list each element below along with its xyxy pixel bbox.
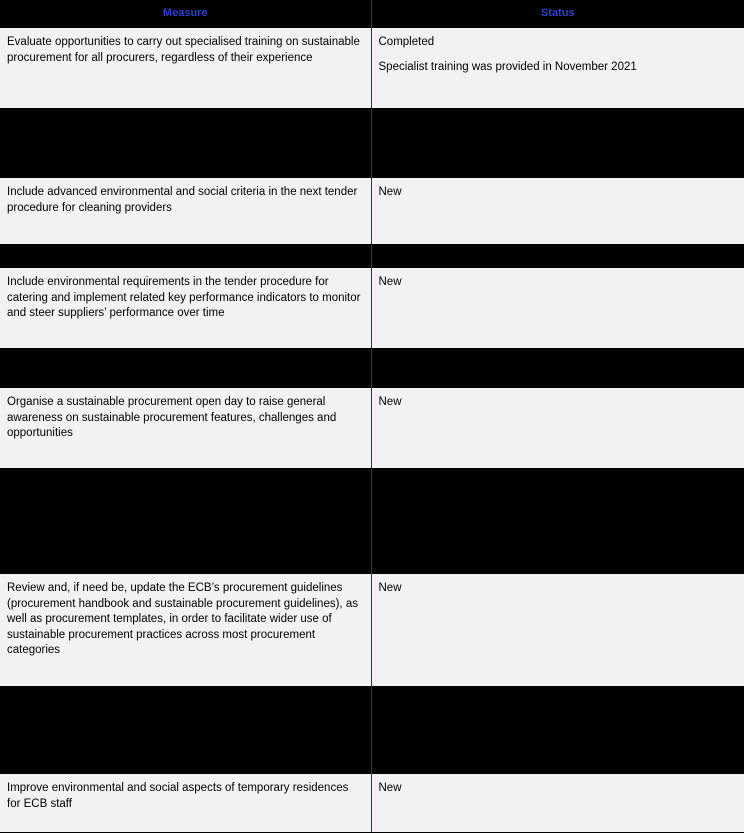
- column-header-status: Status: [371, 0, 744, 28]
- measure-cell: Organise a sustainable procurement open day to raise general awareness on sustainable procurement features, challenges and opportunities: [0, 388, 371, 469]
- measure-cell: Review and, if need be, update the ECB’s procurement guidelines (procurement handbook and sustainable procurement guidelines), as well as procurement templates, in order to facilitate wider use of sustainable procurement practices across most procurement categories: [0, 574, 371, 687]
- table-row: [0, 268, 744, 349]
- row-spacer-status: [371, 109, 744, 178]
- row-spacer-status: [371, 245, 744, 268]
- table-row: [0, 28, 744, 109]
- table-row: [0, 574, 744, 687]
- status-cell: [371, 268, 744, 349]
- status-badge: New: [378, 782, 402, 794]
- row-spacer: [0, 469, 744, 574]
- row-spacer-status: [371, 687, 744, 774]
- status-badge: Completed: [378, 36, 435, 48]
- measure-cell: Include environmental requirements in the tender procedure for catering and implement related key performance indicators to monitor and steer suppliers’ performance over time: [0, 268, 371, 349]
- measure-cell: Include advanced environmental and social criteria in the next tender procedure for cleaning providers: [0, 178, 371, 245]
- status-badge: New: [378, 582, 402, 594]
- row-spacer: [0, 687, 744, 774]
- row-spacer: [0, 349, 744, 388]
- row-spacer-measure: [0, 469, 371, 574]
- column-header-measure: Measure: [0, 0, 371, 28]
- table-row: [0, 774, 744, 833]
- status-badge: New: [378, 186, 402, 198]
- row-spacer-measure: [0, 349, 371, 388]
- status-detail: Specialist training was provided in November 2021: [378, 60, 637, 73]
- measure-cell: Evaluate opportunities to carry out specialised training on sustainable procurement for all procurers, regardless of their experience: [0, 28, 371, 109]
- row-spacer-status: [371, 469, 744, 574]
- status-cell: [371, 388, 744, 469]
- status-cell: [371, 574, 744, 687]
- row-spacer-measure: [0, 245, 371, 268]
- row-spacer: [0, 109, 744, 178]
- status-cell: [371, 774, 744, 833]
- table-body: [0, 28, 744, 833]
- status-cell: [371, 178, 744, 245]
- table-row: [0, 388, 744, 469]
- status-badge: New: [378, 276, 402, 288]
- row-spacer-status: [371, 349, 744, 388]
- measure-cell: Improve environmental and social aspects of temporary residences for ECB staff: [0, 774, 371, 833]
- table-header: [0, 0, 744, 28]
- row-spacer-measure: [0, 109, 371, 178]
- row-spacer: [0, 245, 744, 268]
- row-spacer-measure: [0, 687, 371, 774]
- status-cell: [371, 28, 744, 109]
- table-row: [0, 178, 744, 245]
- status-badge: New: [378, 396, 402, 408]
- table-header-row: [0, 0, 744, 28]
